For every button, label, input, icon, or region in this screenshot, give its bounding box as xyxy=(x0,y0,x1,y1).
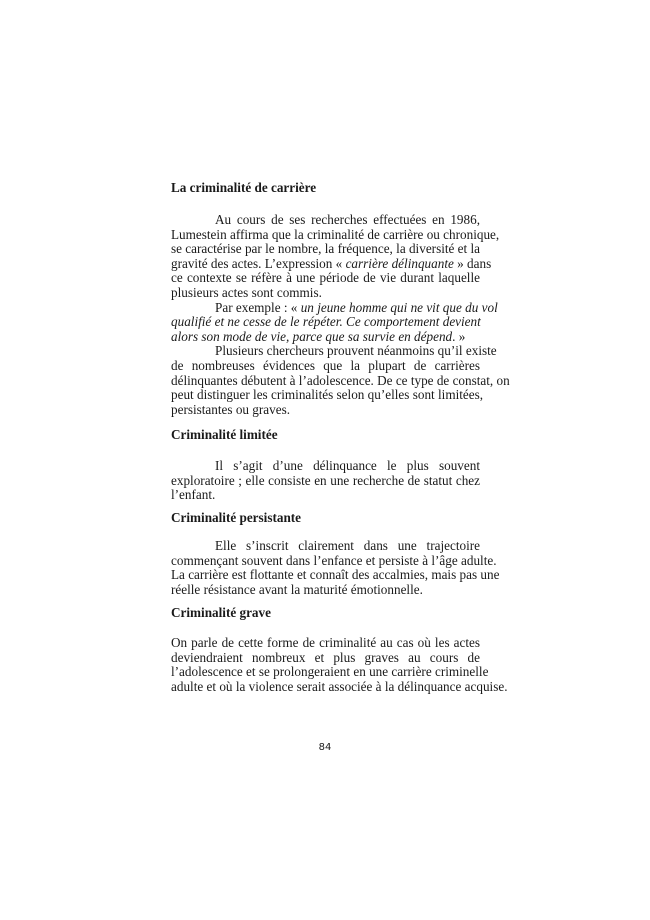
text-line: ce contexte se réfère à une période de vie durant laquelle xyxy=(171,270,480,286)
heading-limitee: Criminalité limitée xyxy=(171,427,278,442)
italic-span: alors son mode de vie, parce que sa survie en dépend xyxy=(171,328,453,344)
text-line xyxy=(171,255,492,272)
text-line: l’adolescence et se prolongeraient en une carrière criminelle xyxy=(171,664,489,680)
italic-span: carrière délinquante xyxy=(345,255,454,271)
text-line: de nombreuses évidences que la plupart de carrières xyxy=(171,357,480,373)
text-line: exploratoire ; elle consiste en une recherche de statut chez xyxy=(171,472,480,488)
text-line: persistantes ou graves. xyxy=(171,401,291,417)
text-span: . » xyxy=(452,328,466,344)
text-line xyxy=(171,299,498,316)
italic-span: qualifié et ne cesse de le répéter. Ce comportement devient xyxy=(171,314,481,330)
text-line: deviendraient nombreux et plus graves au cours de xyxy=(171,649,480,665)
heading-persistante: Criminalité persistante xyxy=(171,510,302,525)
paragraph-limitee xyxy=(171,459,480,503)
text-line: délinquantes débutent à l’adolescence. De ce type de constat, on xyxy=(171,372,510,388)
text-line: On parle de cette forme de criminalité au cas où les actes xyxy=(171,635,480,650)
paragraph-persistante xyxy=(171,538,500,597)
text-line: plusieurs actes sont commis. xyxy=(171,284,322,300)
text-line: réelle résistance avant la maturité émotionnelle. xyxy=(171,581,423,597)
text-line: adulte et où la violence serait associée à la délinquance acquise. xyxy=(171,678,508,694)
text-line: l’enfant. xyxy=(171,487,216,503)
paragraph-intro xyxy=(171,212,510,417)
text-line: Lumestein affirma que la criminalité de carrière ou chronique, xyxy=(171,226,500,242)
text-line xyxy=(171,330,480,345)
text-span: gravité des actes. L’expression « xyxy=(171,255,346,271)
italic-span: un jeune homme qui ne vit que du vol xyxy=(300,299,498,315)
text-line: commençant souvent dans l’enfance et persiste à l’âge adulte. xyxy=(171,552,497,568)
section-title: La criminalité de carrière xyxy=(171,180,317,195)
text-line: Au cours de ses recherches effectuées en 1986, xyxy=(215,212,480,227)
text-line: peut distinguer les criminalités selon qu’elles sont limitées, xyxy=(171,387,484,403)
page-number: 84 xyxy=(318,742,332,753)
text-span: » dans xyxy=(453,255,492,271)
text-line: Elle s’inscrit clairement dans une trajectoire xyxy=(215,538,480,553)
text-line: La carrière est flottante et connaît des accalmies, mais pas une xyxy=(171,567,500,583)
text-line: se caractérise par le nombre, la fréquence, la diversité et la xyxy=(171,241,481,257)
text-line xyxy=(171,315,480,330)
text-line: Il s’agit d’une délinquance le plus souvent xyxy=(215,458,480,473)
heading-grave: Criminalité grave xyxy=(171,605,271,620)
text-span: Par exemple : « xyxy=(215,299,301,315)
paragraph-grave xyxy=(171,635,508,694)
text-line: Plusieurs chercheurs prouvent néanmoins qu’il existe xyxy=(215,343,497,359)
